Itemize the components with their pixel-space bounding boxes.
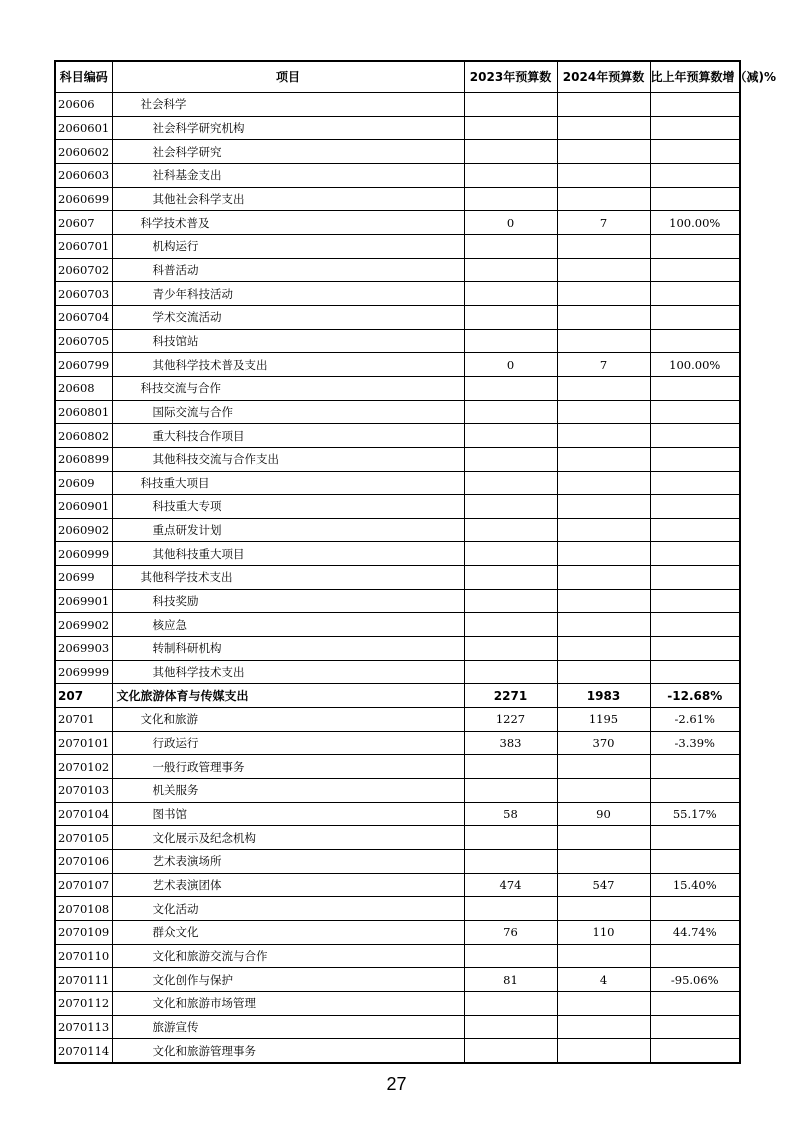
table-row bbox=[55, 920, 740, 944]
cell-change-percent: -2.61% bbox=[650, 708, 740, 732]
cell-code: 2070101 bbox=[55, 731, 112, 755]
cell-code: 2060702 bbox=[55, 258, 112, 282]
cell-2023-budget bbox=[464, 234, 557, 258]
cell-code: 2060603 bbox=[55, 163, 112, 187]
cell-2024-budget bbox=[557, 400, 650, 424]
cell-2024-budget bbox=[557, 329, 650, 353]
cell-name: 文化和旅游 bbox=[112, 708, 464, 732]
cell-change-percent bbox=[650, 376, 740, 400]
cell-code: 2060799 bbox=[55, 353, 112, 377]
table-row bbox=[55, 353, 740, 377]
cell-2024-budget bbox=[557, 991, 650, 1015]
cell-name: 图书馆 bbox=[112, 802, 464, 826]
cell-name: 科技重大项目 bbox=[112, 471, 464, 495]
cell-change-percent bbox=[650, 400, 740, 424]
cell-code: 20607 bbox=[55, 211, 112, 235]
cell-change-percent bbox=[650, 495, 740, 519]
cell-2023-budget bbox=[464, 944, 557, 968]
cell-change-percent: 100.00% bbox=[650, 353, 740, 377]
cell-code: 20701 bbox=[55, 708, 112, 732]
table-row bbox=[55, 376, 740, 400]
table-row bbox=[55, 234, 740, 258]
table-row bbox=[55, 850, 740, 874]
cell-change-percent bbox=[650, 850, 740, 874]
table-body bbox=[55, 93, 740, 1063]
cell-2023-budget bbox=[464, 258, 557, 282]
table-row bbox=[55, 802, 740, 826]
cell-2024-budget: 370 bbox=[557, 731, 650, 755]
cell-name: 群众文化 bbox=[112, 920, 464, 944]
cell-name: 机关服务 bbox=[112, 779, 464, 803]
cell-2024-budget bbox=[557, 471, 650, 495]
cell-change-percent bbox=[650, 779, 740, 803]
cell-change-percent bbox=[650, 140, 740, 164]
cell-change-percent bbox=[650, 93, 740, 117]
cell-change-percent bbox=[650, 1039, 740, 1063]
cell-2024-budget bbox=[557, 140, 650, 164]
cell-2023-budget bbox=[464, 400, 557, 424]
cell-2023-budget bbox=[464, 447, 557, 471]
cell-2024-budget bbox=[557, 755, 650, 779]
cell-2024-budget bbox=[557, 258, 650, 282]
cell-change-percent bbox=[650, 447, 740, 471]
cell-code: 20609 bbox=[55, 471, 112, 495]
cell-change-percent bbox=[650, 1015, 740, 1039]
cell-change-percent: -3.39% bbox=[650, 731, 740, 755]
cell-name: 学术交流活动 bbox=[112, 305, 464, 329]
cell-2024-budget bbox=[557, 234, 650, 258]
cell-2023-budget bbox=[464, 305, 557, 329]
budget-table-page bbox=[54, 60, 777, 1064]
table-row bbox=[55, 684, 740, 708]
cell-2023-budget bbox=[464, 991, 557, 1015]
cell-change-percent bbox=[650, 187, 740, 211]
cell-change-percent bbox=[650, 991, 740, 1015]
cell-2023-budget bbox=[464, 518, 557, 542]
cell-name: 其他科学技术支出 bbox=[112, 566, 464, 590]
cell-2024-budget bbox=[557, 305, 650, 329]
header-row bbox=[55, 61, 740, 93]
cell-2024-budget bbox=[557, 613, 650, 637]
cell-name: 一般行政管理事务 bbox=[112, 755, 464, 779]
header-code: 科目编码 bbox=[55, 61, 112, 93]
cell-2023-budget bbox=[464, 187, 557, 211]
table-row bbox=[55, 93, 740, 117]
cell-2023-budget: 2271 bbox=[464, 684, 557, 708]
cell-2024-budget bbox=[557, 187, 650, 211]
cell-change-percent bbox=[650, 589, 740, 613]
cell-2024-budget bbox=[557, 850, 650, 874]
cell-2024-budget bbox=[557, 542, 650, 566]
cell-2024-budget bbox=[557, 447, 650, 471]
cell-code: 2070114 bbox=[55, 1039, 112, 1063]
cell-change-percent bbox=[650, 329, 740, 353]
cell-2024-budget: 547 bbox=[557, 873, 650, 897]
cell-2024-budget: 110 bbox=[557, 920, 650, 944]
cell-change-percent bbox=[650, 518, 740, 542]
cell-code: 2069999 bbox=[55, 660, 112, 684]
cell-code: 2069901 bbox=[55, 589, 112, 613]
cell-code: 2069903 bbox=[55, 637, 112, 661]
cell-2023-budget bbox=[464, 93, 557, 117]
cell-name: 旅游宣传 bbox=[112, 1015, 464, 1039]
cell-2024-budget bbox=[557, 897, 650, 921]
cell-2024-budget bbox=[557, 93, 650, 117]
cell-2024-budget: 7 bbox=[557, 353, 650, 377]
cell-name: 社会科学 bbox=[112, 93, 464, 117]
cell-name: 科技重大专项 bbox=[112, 495, 464, 519]
cell-code: 2070105 bbox=[55, 826, 112, 850]
cell-name: 艺术表演场所 bbox=[112, 850, 464, 874]
table-row bbox=[55, 187, 740, 211]
cell-2023-budget bbox=[464, 424, 557, 448]
cell-2023-budget: 81 bbox=[464, 968, 557, 992]
cell-name: 社科基金支出 bbox=[112, 163, 464, 187]
cell-name: 社会科学研究机构 bbox=[112, 116, 464, 140]
cell-code: 2060701 bbox=[55, 234, 112, 258]
table-row bbox=[55, 163, 740, 187]
cell-2023-budget bbox=[464, 613, 557, 637]
cell-2024-budget bbox=[557, 589, 650, 613]
table-row bbox=[55, 282, 740, 306]
cell-code: 2070108 bbox=[55, 897, 112, 921]
cell-name: 机构运行 bbox=[112, 234, 464, 258]
cell-name: 文化和旅游交流与合作 bbox=[112, 944, 464, 968]
cell-code: 20608 bbox=[55, 376, 112, 400]
cell-2023-budget bbox=[464, 1015, 557, 1039]
cell-change-percent: 100.00% bbox=[650, 211, 740, 235]
table-row bbox=[55, 660, 740, 684]
cell-code: 2060699 bbox=[55, 187, 112, 211]
cell-name: 国际交流与合作 bbox=[112, 400, 464, 424]
cell-code: 2060902 bbox=[55, 518, 112, 542]
cell-name: 文化和旅游市场管理 bbox=[112, 991, 464, 1015]
cell-change-percent bbox=[650, 826, 740, 850]
cell-2023-budget bbox=[464, 163, 557, 187]
cell-change-percent bbox=[650, 258, 740, 282]
cell-code: 2060899 bbox=[55, 447, 112, 471]
cell-2023-budget: 76 bbox=[464, 920, 557, 944]
cell-code: 2070107 bbox=[55, 873, 112, 897]
table-row bbox=[55, 518, 740, 542]
cell-name: 其他科技重大项目 bbox=[112, 542, 464, 566]
cell-name: 核应急 bbox=[112, 613, 464, 637]
cell-2023-budget bbox=[464, 755, 557, 779]
cell-change-percent bbox=[650, 116, 740, 140]
cell-name: 其他科技交流与合作支出 bbox=[112, 447, 464, 471]
cell-code: 2070103 bbox=[55, 779, 112, 803]
cell-2023-budget bbox=[464, 589, 557, 613]
cell-2024-budget bbox=[557, 282, 650, 306]
table-row bbox=[55, 258, 740, 282]
table-row bbox=[55, 329, 740, 353]
cell-name: 文化创作与保护 bbox=[112, 968, 464, 992]
table-row bbox=[55, 637, 740, 661]
cell-name: 文化旅游体育与传媒支出 bbox=[112, 684, 464, 708]
cell-2023-budget: 0 bbox=[464, 353, 557, 377]
cell-2023-budget bbox=[464, 779, 557, 803]
cell-code: 2070109 bbox=[55, 920, 112, 944]
cell-name: 重大科技合作项目 bbox=[112, 424, 464, 448]
table-row bbox=[55, 589, 740, 613]
cell-2024-budget bbox=[557, 637, 650, 661]
header-name: 项目 bbox=[112, 61, 464, 93]
table-row bbox=[55, 944, 740, 968]
cell-change-percent bbox=[650, 613, 740, 637]
cell-name: 其他科学技术支出 bbox=[112, 660, 464, 684]
cell-code: 207 bbox=[55, 684, 112, 708]
cell-2023-budget bbox=[464, 826, 557, 850]
cell-2023-budget bbox=[464, 660, 557, 684]
cell-2023-budget bbox=[464, 637, 557, 661]
cell-name: 科技交流与合作 bbox=[112, 376, 464, 400]
table-row bbox=[55, 211, 740, 235]
cell-name: 艺术表演团体 bbox=[112, 873, 464, 897]
cell-code: 2070104 bbox=[55, 802, 112, 826]
cell-name: 社会科学研究 bbox=[112, 140, 464, 164]
cell-2024-budget bbox=[557, 944, 650, 968]
cell-change-percent bbox=[650, 163, 740, 187]
table-row bbox=[55, 471, 740, 495]
cell-change-percent bbox=[650, 944, 740, 968]
cell-2024-budget bbox=[557, 1015, 650, 1039]
cell-2023-budget bbox=[464, 471, 557, 495]
table-row bbox=[55, 424, 740, 448]
cell-code: 2060999 bbox=[55, 542, 112, 566]
table-row bbox=[55, 968, 740, 992]
cell-change-percent: -12.68% bbox=[650, 684, 740, 708]
table-row bbox=[55, 755, 740, 779]
cell-code: 2070112 bbox=[55, 991, 112, 1015]
cell-change-percent bbox=[650, 637, 740, 661]
table-row bbox=[55, 613, 740, 637]
table-header bbox=[55, 61, 777, 93]
cell-name: 文化活动 bbox=[112, 897, 464, 921]
table-row bbox=[55, 873, 740, 897]
cell-name: 科技奖励 bbox=[112, 589, 464, 613]
cell-2023-budget bbox=[464, 116, 557, 140]
table-row bbox=[55, 708, 740, 732]
cell-name: 科普活动 bbox=[112, 258, 464, 282]
cell-2023-budget: 474 bbox=[464, 873, 557, 897]
cell-code: 2070113 bbox=[55, 1015, 112, 1039]
table-row bbox=[55, 447, 740, 471]
cell-code: 2060703 bbox=[55, 282, 112, 306]
cell-2024-budget bbox=[557, 376, 650, 400]
cell-2024-budget bbox=[557, 566, 650, 590]
cell-2023-budget bbox=[464, 376, 557, 400]
cell-change-percent: 55.17% bbox=[650, 802, 740, 826]
table-row bbox=[55, 116, 740, 140]
cell-code: 2070110 bbox=[55, 944, 112, 968]
budget-table bbox=[54, 60, 777, 1064]
cell-change-percent bbox=[650, 755, 740, 779]
table-row bbox=[55, 897, 740, 921]
cell-2024-budget bbox=[557, 116, 650, 140]
cell-code: 20699 bbox=[55, 566, 112, 590]
cell-2024-budget bbox=[557, 424, 650, 448]
cell-code: 2060705 bbox=[55, 329, 112, 353]
cell-2023-budget bbox=[464, 329, 557, 353]
cell-2023-budget bbox=[464, 1039, 557, 1063]
cell-2024-budget: 1983 bbox=[557, 684, 650, 708]
cell-2024-budget bbox=[557, 779, 650, 803]
cell-change-percent bbox=[650, 542, 740, 566]
table-row bbox=[55, 400, 740, 424]
cell-2024-budget: 7 bbox=[557, 211, 650, 235]
cell-2023-budget: 383 bbox=[464, 731, 557, 755]
cell-2024-budget bbox=[557, 163, 650, 187]
cell-2023-budget bbox=[464, 282, 557, 306]
table-row bbox=[55, 140, 740, 164]
table-row bbox=[55, 566, 740, 590]
cell-name: 转制科研机构 bbox=[112, 637, 464, 661]
cell-change-percent: 15.40% bbox=[650, 873, 740, 897]
cell-name: 青少年科技活动 bbox=[112, 282, 464, 306]
cell-2023-budget bbox=[464, 140, 557, 164]
page-number: 27 bbox=[386, 1074, 407, 1094]
table-row bbox=[55, 495, 740, 519]
cell-code: 2060601 bbox=[55, 116, 112, 140]
cell-change-percent bbox=[650, 897, 740, 921]
header-change-percent: 比上年预算数增（减)% bbox=[650, 61, 740, 93]
table-row bbox=[55, 991, 740, 1015]
header-2024-budget: 2024年预算数 bbox=[557, 61, 650, 93]
cell-code: 2070106 bbox=[55, 850, 112, 874]
cell-2024-budget bbox=[557, 660, 650, 684]
cell-2023-budget: 58 bbox=[464, 802, 557, 826]
cell-name: 科学技术普及 bbox=[112, 211, 464, 235]
cell-code: 2060901 bbox=[55, 495, 112, 519]
cell-change-percent bbox=[650, 660, 740, 684]
table-row bbox=[55, 1039, 740, 1063]
cell-2023-budget bbox=[464, 850, 557, 874]
cell-name: 其他科学技术普及支出 bbox=[112, 353, 464, 377]
cell-code: 2060704 bbox=[55, 305, 112, 329]
cell-2024-budget bbox=[557, 1039, 650, 1063]
cell-change-percent bbox=[650, 305, 740, 329]
cell-name: 重点研发计划 bbox=[112, 518, 464, 542]
cell-2023-budget bbox=[464, 542, 557, 566]
cell-change-percent bbox=[650, 282, 740, 306]
table-row bbox=[55, 779, 740, 803]
cell-change-percent bbox=[650, 566, 740, 590]
cell-name: 行政运行 bbox=[112, 731, 464, 755]
cell-code: 2060802 bbox=[55, 424, 112, 448]
table-row bbox=[55, 826, 740, 850]
cell-2024-budget: 4 bbox=[557, 968, 650, 992]
cell-code: 2060602 bbox=[55, 140, 112, 164]
cell-2023-budget bbox=[464, 566, 557, 590]
cell-2024-budget: 1195 bbox=[557, 708, 650, 732]
cell-2024-budget bbox=[557, 826, 650, 850]
cell-name: 文化和旅游管理事务 bbox=[112, 1039, 464, 1063]
cell-code: 2070102 bbox=[55, 755, 112, 779]
cell-2024-budget bbox=[557, 518, 650, 542]
cell-change-percent bbox=[650, 234, 740, 258]
cell-2023-budget bbox=[464, 495, 557, 519]
cell-change-percent: -95.06% bbox=[650, 968, 740, 992]
cell-code: 2069902 bbox=[55, 613, 112, 637]
cell-code: 20606 bbox=[55, 93, 112, 117]
cell-change-percent: 44.74% bbox=[650, 920, 740, 944]
cell-2024-budget: 90 bbox=[557, 802, 650, 826]
cell-2024-budget bbox=[557, 495, 650, 519]
table-row bbox=[55, 542, 740, 566]
cell-code: 2070111 bbox=[55, 968, 112, 992]
cell-change-percent bbox=[650, 471, 740, 495]
cell-name: 其他社会科学支出 bbox=[112, 187, 464, 211]
table-row bbox=[55, 305, 740, 329]
header-2023-budget: 2023年预算数 bbox=[464, 61, 557, 93]
cell-name: 科技馆站 bbox=[112, 329, 464, 353]
cell-name: 文化展示及纪念机构 bbox=[112, 826, 464, 850]
cell-2023-budget: 0 bbox=[464, 211, 557, 235]
table-row bbox=[55, 1015, 740, 1039]
cell-2023-budget: 1227 bbox=[464, 708, 557, 732]
table-row bbox=[55, 731, 740, 755]
cell-change-percent bbox=[650, 424, 740, 448]
cell-code: 2060801 bbox=[55, 400, 112, 424]
cell-2023-budget bbox=[464, 897, 557, 921]
